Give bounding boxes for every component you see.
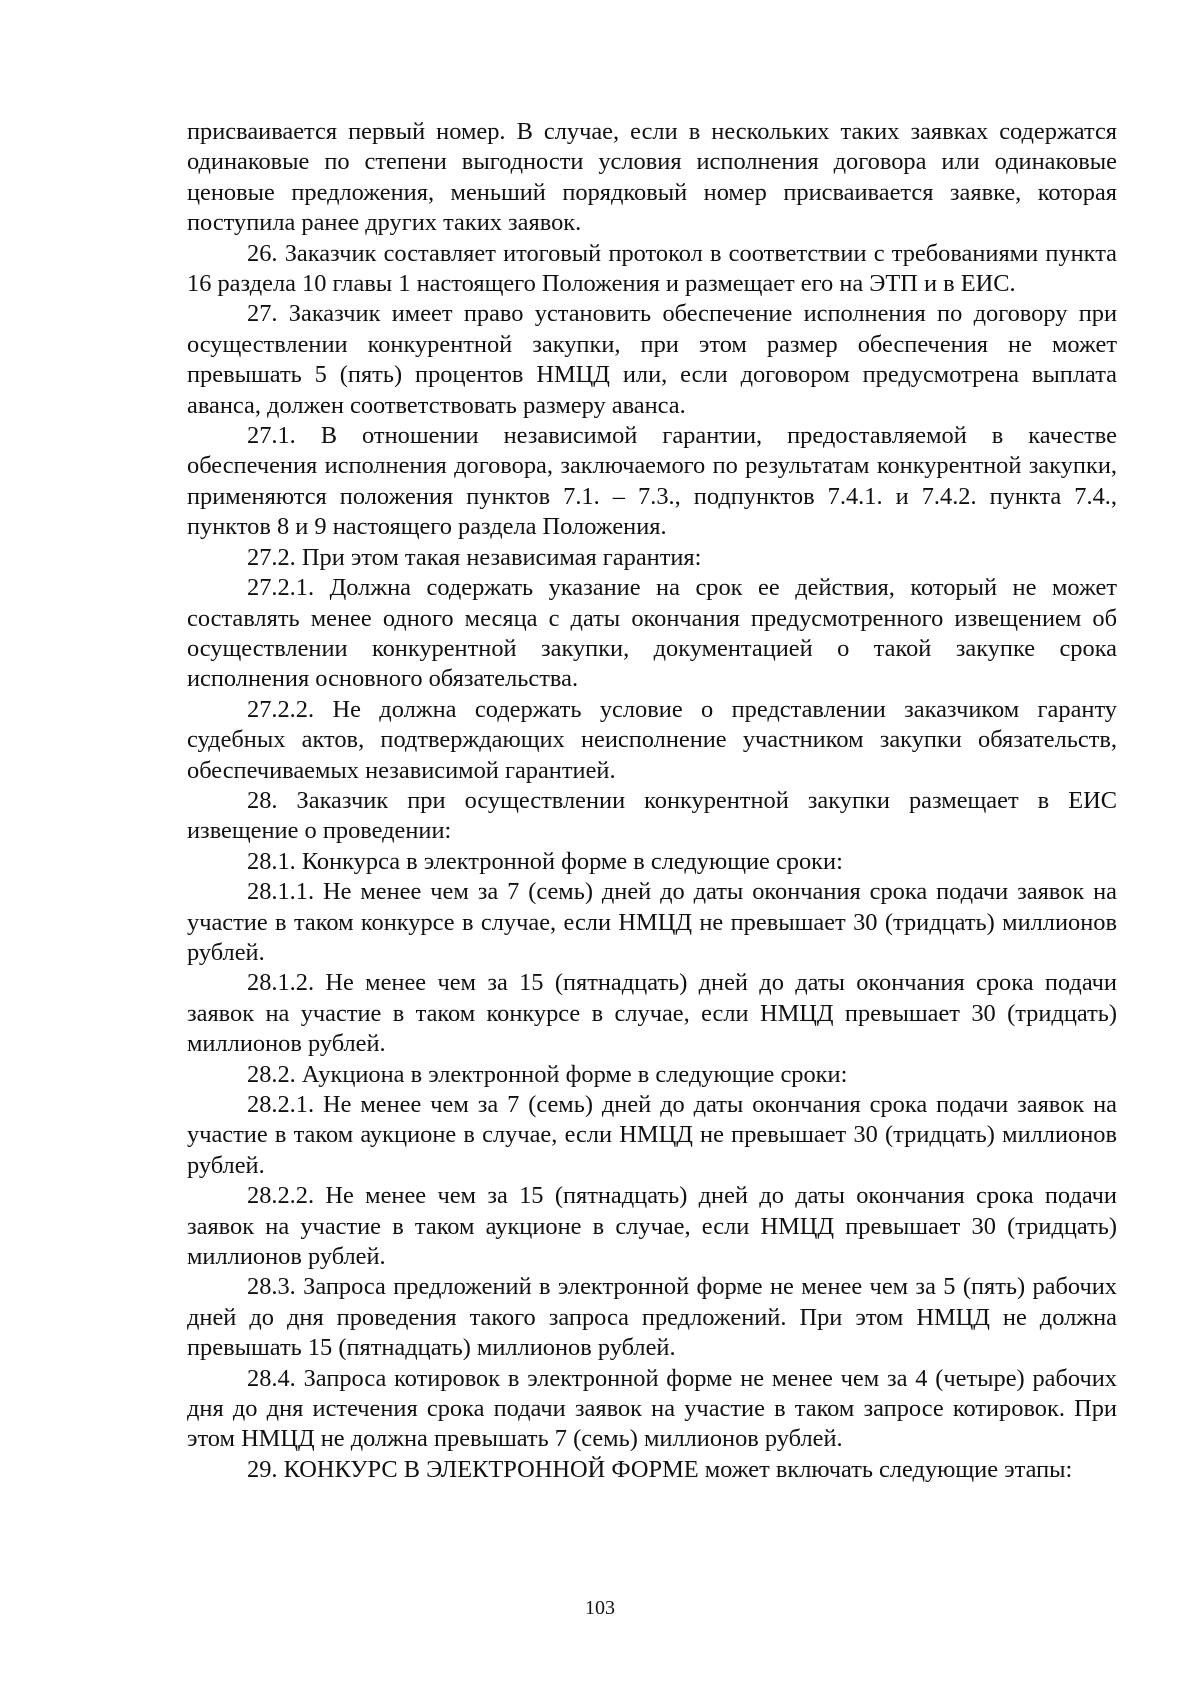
paragraph-27-2-1: 27.2.1. Должна содержать указание на срок ее действия, который не может составлять менее одного месяца с даты окончания предусмотренного извещением об осуществлении конкурентной закупки, документацией о такой закупке срока исполнения основного обязательства. [187,574,1117,693]
paragraph-28-1-1: 28.1.1. Не менее чем за 7 (семь) дней до даты окончания срока подачи заявок на участие в таком конкурсе в случае, если НМЦД не превышает 30 (тридцать) миллионов рублей. [187,878,1117,966]
document-body [187,117,1117,1485]
paragraph-27: 27. Заказчик имеет право установить обеспечение исполнения по договору при осуществлении конкурентной закупки, при этом размер обеспечения не может превышать 5 (пять) процентов НМЦД или, если договором предусмотрена выплата аванса, должен соответствовать размеру аванса. [187,300,1117,419]
paragraph-27-1: 27.1. В отношении независимой гарантии, предоставляемой в качестве обеспечения исполнения договора, заключаемого по результатам конкурентной закупки, применяются положения пунктов 7.1. – 7.3., подпунктов 7.4.1. и 7.4.2. пункта 7.4., пунктов 8 и 9 настоящего раздела Положения. [187,422,1117,541]
paragraph-27-2-2: 27.2.2. Не должна содержать условие о представлении заказчиком гаранту судебных актов, подтверждающих неисполнение участником закупки обязательств, обеспечиваемых независимой гарантией. [187,695,1117,784]
paragraph-29: 29. КОНКУРС В ЭЛЕКТРОННОЙ ФОРМЕ может включать следующие этапы: [247,1455,1073,1483]
paragraph-28-2-1: 28.2.1. Не менее чем за 7 (семь) дней до даты окончания срока подачи заявок на участие в таком аукционе в случае, если НМЦД не превышает 30 (тридцать) миллионов рублей. [187,1091,1117,1179]
paragraph-27-2: 27.2. При этом такая независимая гарантия: [247,543,702,571]
paragraph-continuation: присваивается первый номер. В случае, если в нескольких таких заявках содержатся одинаковые по степени выгодности условия исполнения договора или одинаковые ценовые предложения, меньший порядковый номер присваивается заявке, которая поступила ранее других таких заявок. [187,118,1117,237]
paragraph-28-4: 28.4. Запроса котировок в электронной форме не менее чем за 4 (четыре) рабочих дня до дня истечения срока подачи заявок на участие в таком запросе котировок. При этом НМЦД не должна превышать 7 (семь) миллионов рублей. [187,1364,1117,1453]
paragraph-28-3: 28.3. Запроса предложений в электронной форме не менее чем за 5 (пять) рабочих дней до дня проведения такого запроса предложений. При этом НМЦД не должна превышать 15 (пятнадцать) миллионов рублей. [187,1273,1117,1362]
paragraph-26: 26. Заказчик составляет итоговый протокол в соответствии с требованиями пункта 16 раздела 10 главы 1 настоящего Положения и размещает его на ЭТП и в ЕИС. [187,239,1117,298]
paragraph-28-1: 28.1. Конкурса в электронной форме в следующие сроки: [247,847,843,875]
paragraph-28-2: 28.2. Аукциона в электронной форме в следующие сроки: [247,1060,848,1088]
paragraph-28-1-2: 28.1.2. Не менее чем за 15 (пятнадцать) дней до даты окончания срока подачи заявок на участие в таком конкурсе в случае, если НМЦД превышает 30 (тридцать) миллионов рублей. [187,969,1117,1058]
paragraph-28: 28. Заказчик при осуществлении конкурентной закупки размещает в ЕИС извещение о проведении: [187,786,1117,845]
paragraph-28-2-2: 28.2.2. Не менее чем за 15 (пятнадцать) дней до даты окончания срока подачи заявок на участие в таком аукционе в случае, если НМЦД превышает 30 (тридцать) миллионов рублей. [187,1182,1117,1271]
page-number: 103 [585,1597,615,1619]
